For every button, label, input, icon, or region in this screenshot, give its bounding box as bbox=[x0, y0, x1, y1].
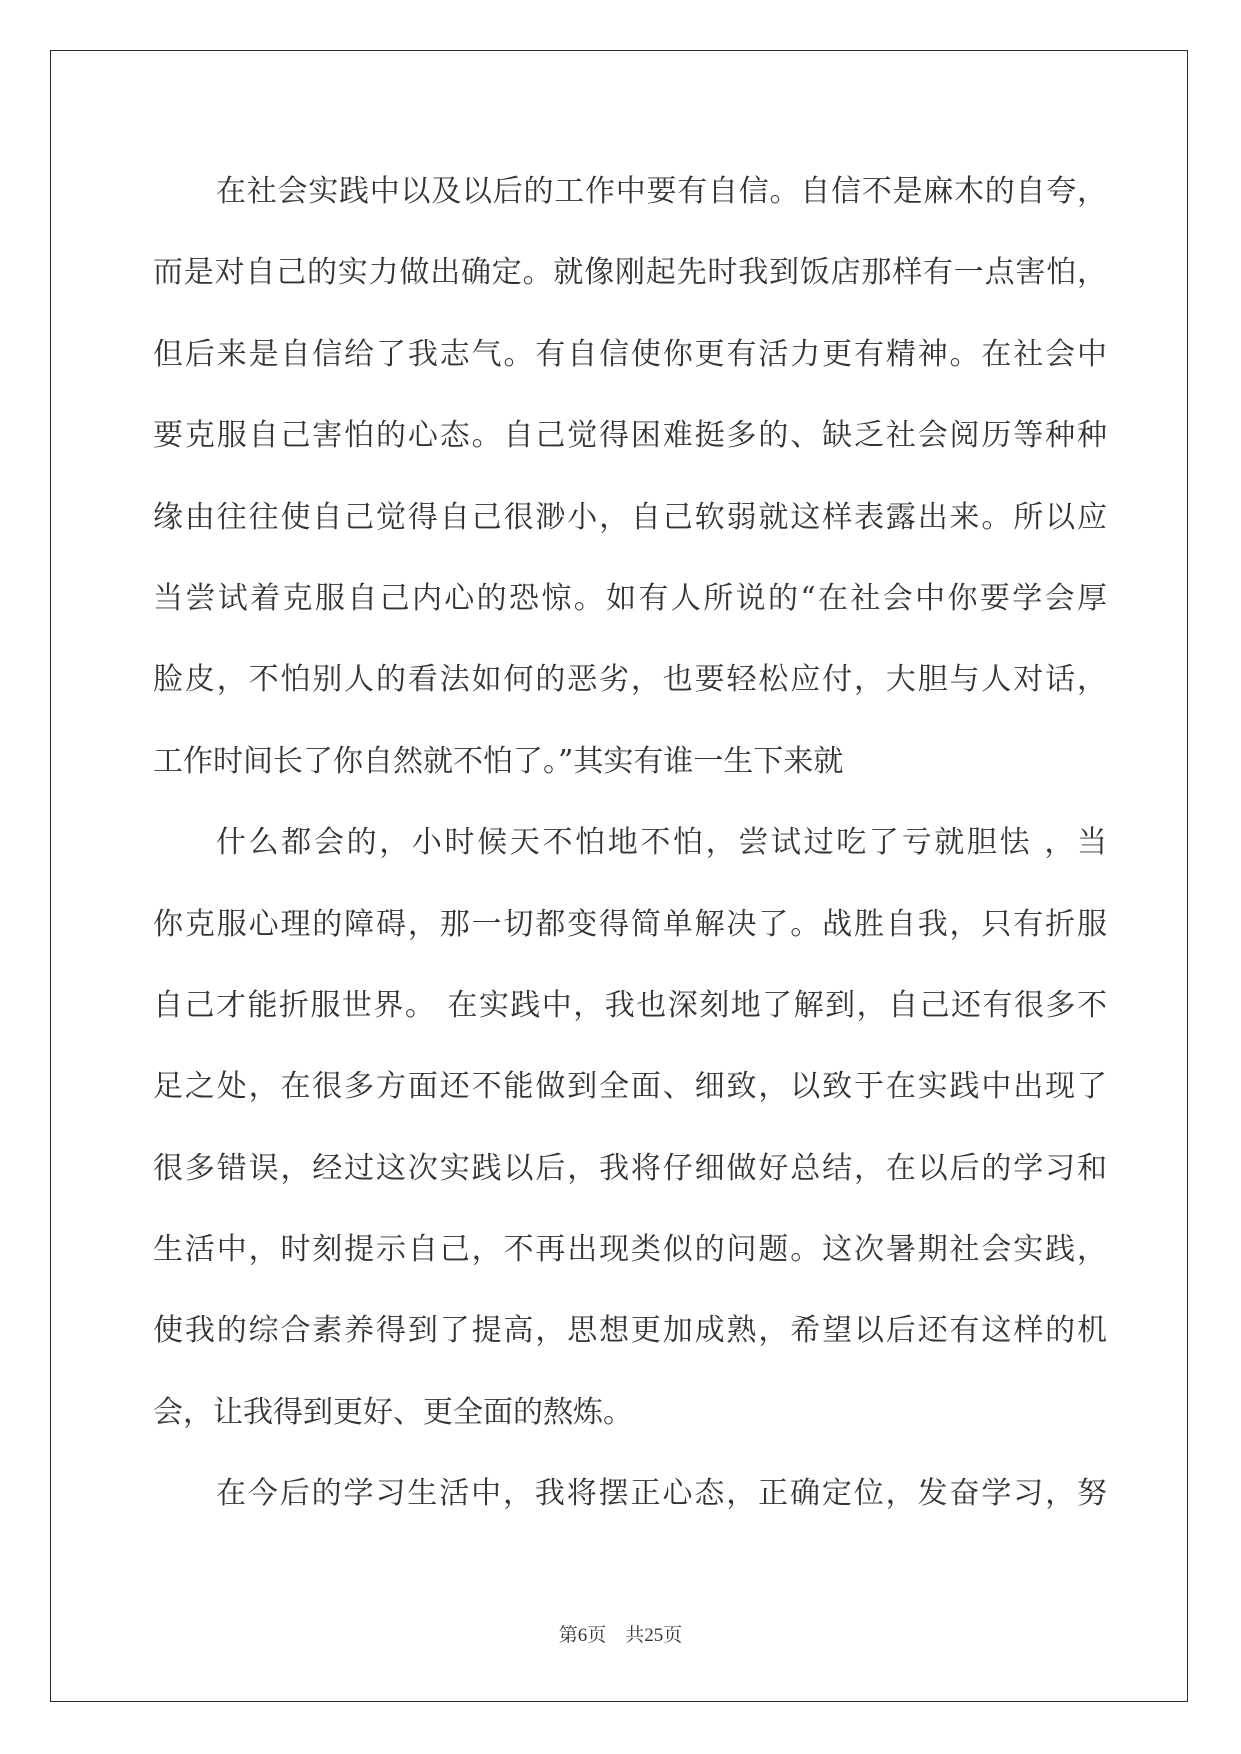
text-line: 在社会实践中以及以后的工作中要有自信。自信不是麻木的自夸， bbox=[216, 174, 1107, 209]
text-line: 在今后的学习生活中，我将摆正心态，正确定位，发奋学习，努 bbox=[216, 1476, 1107, 1512]
text-line: 会，让我得到更好、更全面的熬炼。 bbox=[153, 1394, 633, 1430]
text-line: 自己才能折服世界。 在实践中，我也深刻地了解到，自己还有很多不 bbox=[153, 987, 1107, 1023]
text-line: 而是对自己的实力做出确定。就像刚起先时我到饭店那样有一点害怕， bbox=[153, 255, 1107, 291]
text-line: 足之处，在很多方面还不能做到全面、细致，以致于在实践中出现了 bbox=[153, 1069, 1107, 1105]
page-number-footer: 第6页 共25页 bbox=[558, 1625, 683, 1646]
text-line: 你克服心理的障碍，那一切都变得简单解决了。战胜自我，只有折服 bbox=[153, 906, 1107, 942]
text-line: 很多错误，经过这次实践以后，我将仔细做好总结，在以后的学习和 bbox=[153, 1150, 1107, 1186]
text-line: 当尝试着克服自己内心的恐惊。如有人所说的“在社会中你要学会厚 bbox=[153, 580, 1107, 616]
text-line: 工作时间长了你自然就不怕了。”其实有谁一生下来就 bbox=[153, 743, 844, 779]
text-line: 但后来是自信给了我志气。有自信使你更有活力更有精神。在社会中 bbox=[153, 336, 1107, 372]
document-body bbox=[153, 151, 1107, 1535]
text-line: 什么都会的，小时候天不怕地不怕，尝试过吃了亏就胆怯 ，当 bbox=[216, 825, 1107, 861]
text-line: 脸皮，不怕别人的看法如何的恶劣，也要轻松应付，大胆与人对话， bbox=[153, 662, 1107, 698]
text-line: 缘由往往使自己觉得自己很渺小，自己软弱就这样表露出来。所以应 bbox=[153, 499, 1107, 535]
text-line: 生活中，时刻提示自己，不再出现类似的问题。这次暑期社会实践， bbox=[153, 1232, 1107, 1268]
text-line: 使我的综合素养得到了提高，思想更加成熟，希望以后还有这样的机 bbox=[153, 1313, 1107, 1349]
text-line: 要克服自己害怕的心态。自己觉得困难挺多的、缺乏社会阅历等种种 bbox=[153, 418, 1107, 454]
